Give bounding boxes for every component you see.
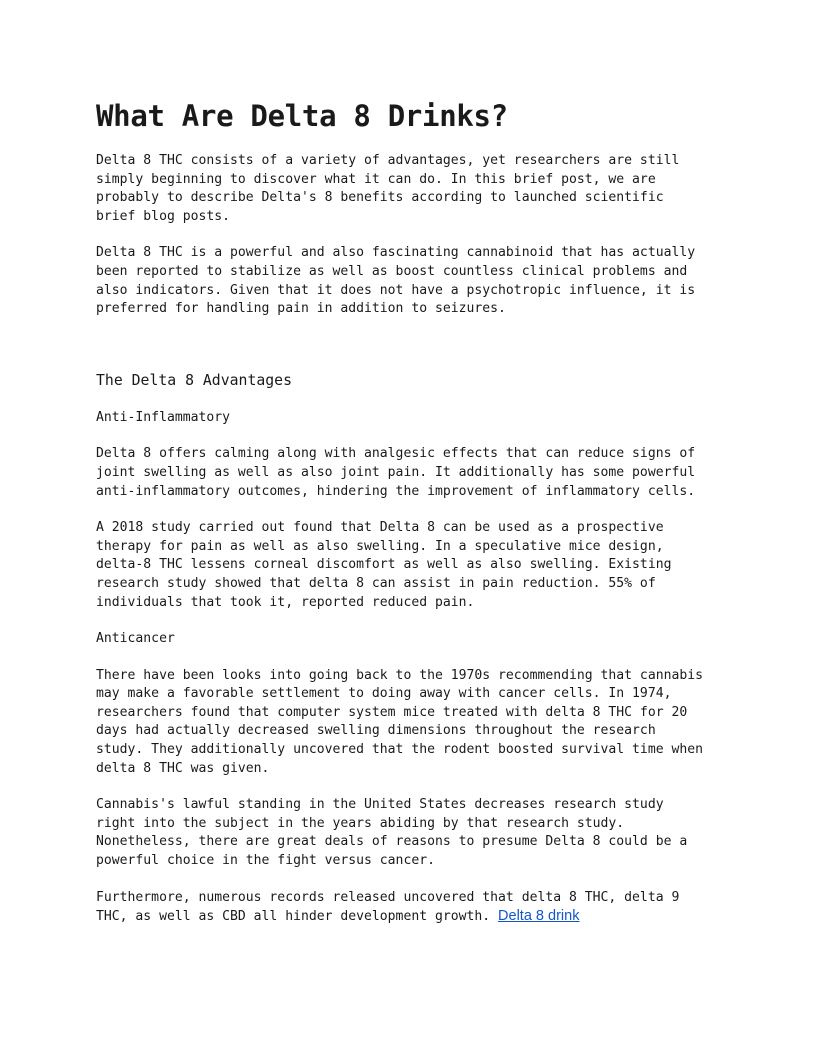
body-paragraph: Delta 8 offers calming along with analgesic effects that can reduce signs of joint swelling as well as also joint pain. It additionally has some powerful anti-inflammatory outcomes, hindering the improvement of inflammatory cells. xyxy=(96,446,696,499)
intro-paragraph: Delta 8 THC is a powerful and also fascinating cannabinoid that has actually been reported to stabilize as well as boost countless clinical problems and also indicators. Given that it does not have a psychotropic influence, it is preferred for handling pain in addition to seizures. xyxy=(96,245,696,317)
page-title: What Are Delta 8 Drinks? xyxy=(96,99,508,133)
body-paragraph: There have been looks into going back to the 1970s recommending that cannabis may make a favorable settlement to doing away with cancer cells. In 1974, researchers found that computer system mice treated with delta 8 THC for 20 days had actually decreased swelling dimensions throughout the research study. They additionally uncovered that the rodent boosted survival time when delta 8 THC was given. xyxy=(96,667,703,776)
intro-paragraph: Delta 8 THC consists of a variety of advantages, yet researchers are still simply beginning to discover what it can do. In this brief post, we are probably to describe Delta's 8 benefits according to launched scientific brief blog posts. xyxy=(96,153,680,224)
delta-8-drink-link[interactable]: Delta 8 drink xyxy=(498,908,580,925)
final-paragraph xyxy=(96,889,736,927)
document-page xyxy=(96,96,736,927)
final-paragraph-text: Furthermore, numerous records released uncovered that delta 8 THC, delta 9 THC, as well as CBD all hinder development growth. xyxy=(96,889,680,925)
subheading-anti-inflammatory: Anti-Inflammatory xyxy=(96,409,231,425)
body-paragraph: Cannabis's lawful standing in the United States decreases research study right into the subject in the years abiding by that research study. Nonetheless, there are great deals of reasons to presume Delta 8 could be a powerful choice in the fight versus cancer. xyxy=(96,797,688,869)
section-heading: The Delta 8 Advantages xyxy=(96,371,292,389)
subheading-anticancer: Anticancer xyxy=(96,631,175,647)
body-paragraph: A 2018 study carried out found that Delta 8 can be used as a prospective therapy for pain as well as also swelling. In a speculative mice design, delta-8 THC lessens corneal discomfort as well as also swelling. Existing research study showed that delta 8 can assist in pain reduction. 55% of individuals that took it, reported reduced pain. xyxy=(96,520,672,610)
